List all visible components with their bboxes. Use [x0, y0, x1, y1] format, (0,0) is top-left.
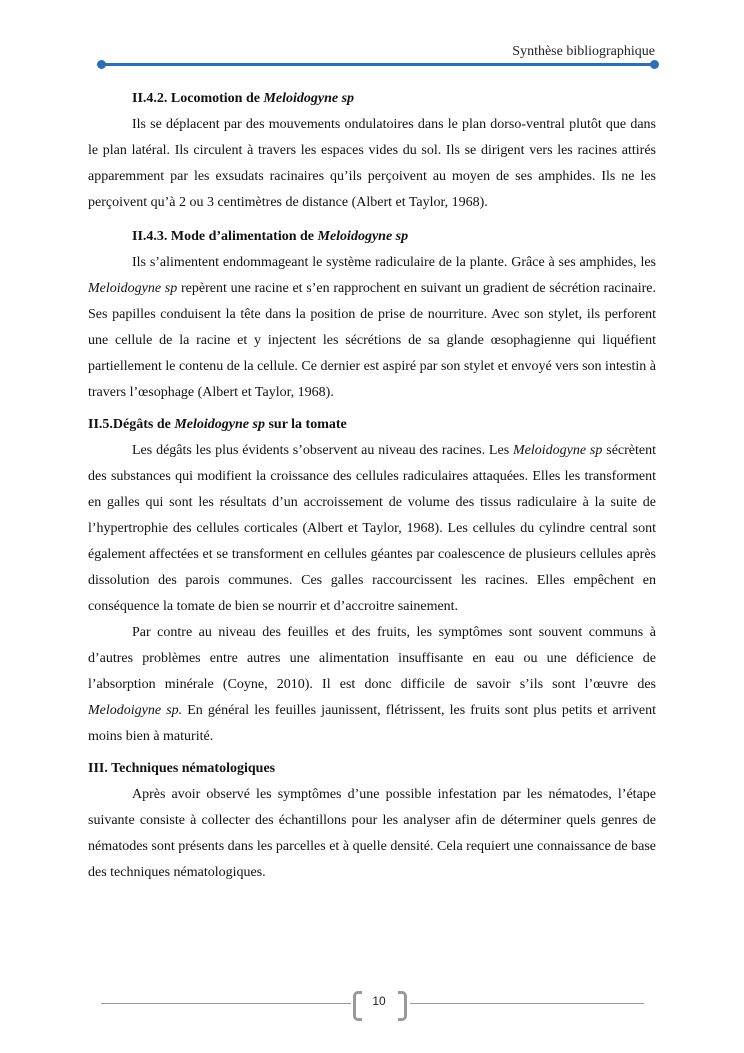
heading-locomotion: [88, 86, 656, 112]
paragraph-techniques: Après avoir observé les symptômes d’une possible infestation par les nématodes, l’étape suivante consiste à collecter des échantillons pour les analyser afin de déterminer quels genres de nématodes sont présents dans les parcelles et à quelle densité. Cela requiert une connaissance de base des techniques nématologiques.: [88, 787, 656, 880]
paragraph-alimentation: [88, 250, 656, 406]
heading-techniques: III. Techniques nématologiques: [88, 761, 276, 776]
page-number: 10: [372, 994, 386, 1008]
header-rule-right-dot: [650, 60, 659, 69]
heading-text: II.5.Dégâts de: [88, 417, 175, 432]
paragraph-locomotion: Ils se déplacent par des mouvements ondulatoires dans le plan dorso-ventral plutôt que dans le plan latéral. Ils circulent à travers les espaces vides du sol. Ils se dirigent vers les racines attirés apparemment par les exsudats racinaires qu’ils perçoivent au moyen de ses amphides. Ils ne les perçoivent qu’à 2 ou 3 centimètres de distance (Albert et Taylor, 1968).: [88, 117, 656, 210]
heading-text: sur la tomate: [264, 417, 347, 432]
footer-rule-right: [410, 1003, 644, 1004]
paragraph-degats-racines: [88, 438, 656, 620]
heading-italic-text: Meloidogyne sp: [317, 229, 409, 244]
heading-text: II.4.2. Locomotion de: [132, 91, 264, 106]
heading-alimentation: [88, 224, 656, 250]
paragraph-degats-feuilles: [88, 620, 656, 750]
heading-degats: [88, 412, 656, 438]
heading-text: II.4.3. Mode d’alimentation de: [132, 229, 318, 244]
footer-rule-left: [101, 1003, 351, 1004]
italic-run: Meloidogyne sp: [88, 281, 178, 296]
header-title: Synthèse bibliographique: [512, 44, 655, 59]
text-run: Ils s’alimentent endommageant le système radiculaire de la plante. Grâce à ses amphides, les: [132, 255, 656, 270]
text-run: Par contre au niveau des feuilles et des fruits, les symptômes sont souvent communs à d’autres problèmes entre autres une alimentation insuffisante en eau ou une déficience de l’absorption minérale (Coyne, 2010). Il est donc difficile de savoir s’ils sont l’œuvre des: [88, 625, 656, 692]
right-bracket-icon: [398, 991, 407, 1021]
italic-run: Meloidogyne sp: [513, 443, 603, 458]
header-rule-left-dot: [97, 60, 106, 69]
left-bracket-icon: [353, 991, 362, 1021]
text-run: sécrètent des substances qui modifient la croissance des cellules radiculaires attaquées. Elles les transforment en galles qui sont les résultats d’un accroissement de volume des tissus radiculaire à la suite de l’hypertrophie des cellules corticales (Albert et Taylor, 1968). Les cellules du cylindre central sont également affectées et se transforment en cellules géantes par coalescence de plusieurs cellules après dissolution des parois communes. Ces galles raccourcissent les racines. Elles empêchent en conséquence la tomate de bien se nourrir et d’accroitre sainement.: [88, 443, 656, 614]
heading-italic-text: Meloidogyne sp: [263, 91, 355, 106]
header-rule: [101, 63, 654, 66]
italic-run: Melodoigyne sp.: [88, 703, 183, 718]
heading-italic-text: Meloidogyne sp: [174, 417, 265, 432]
text-run: En général les feuilles jaunissent, flétrissent, les fruits sont plus petits et arrivent moins bien à maturité.: [88, 703, 656, 744]
text-run: repèrent une racine et s’en rapprochent en suivant un gradient de sécrétion racinaire. Ses papilles conduisent la tête dans la position de prise de nourriture. Avec son stylet, ils perforent une cellule de la racine et y injectent les sécrétions de sa glande œsophagienne qui liquéfient partiellement le contenu de la cellule. Ce dernier est aspiré par son stylet et envoyé vers son intestin à travers l’œsophage (Albert et Taylor, 1968).: [88, 281, 656, 400]
document-body: [88, 86, 656, 886]
text-run: Les dégâts les plus évidents s’observent au niveau des racines. Les: [132, 443, 513, 458]
